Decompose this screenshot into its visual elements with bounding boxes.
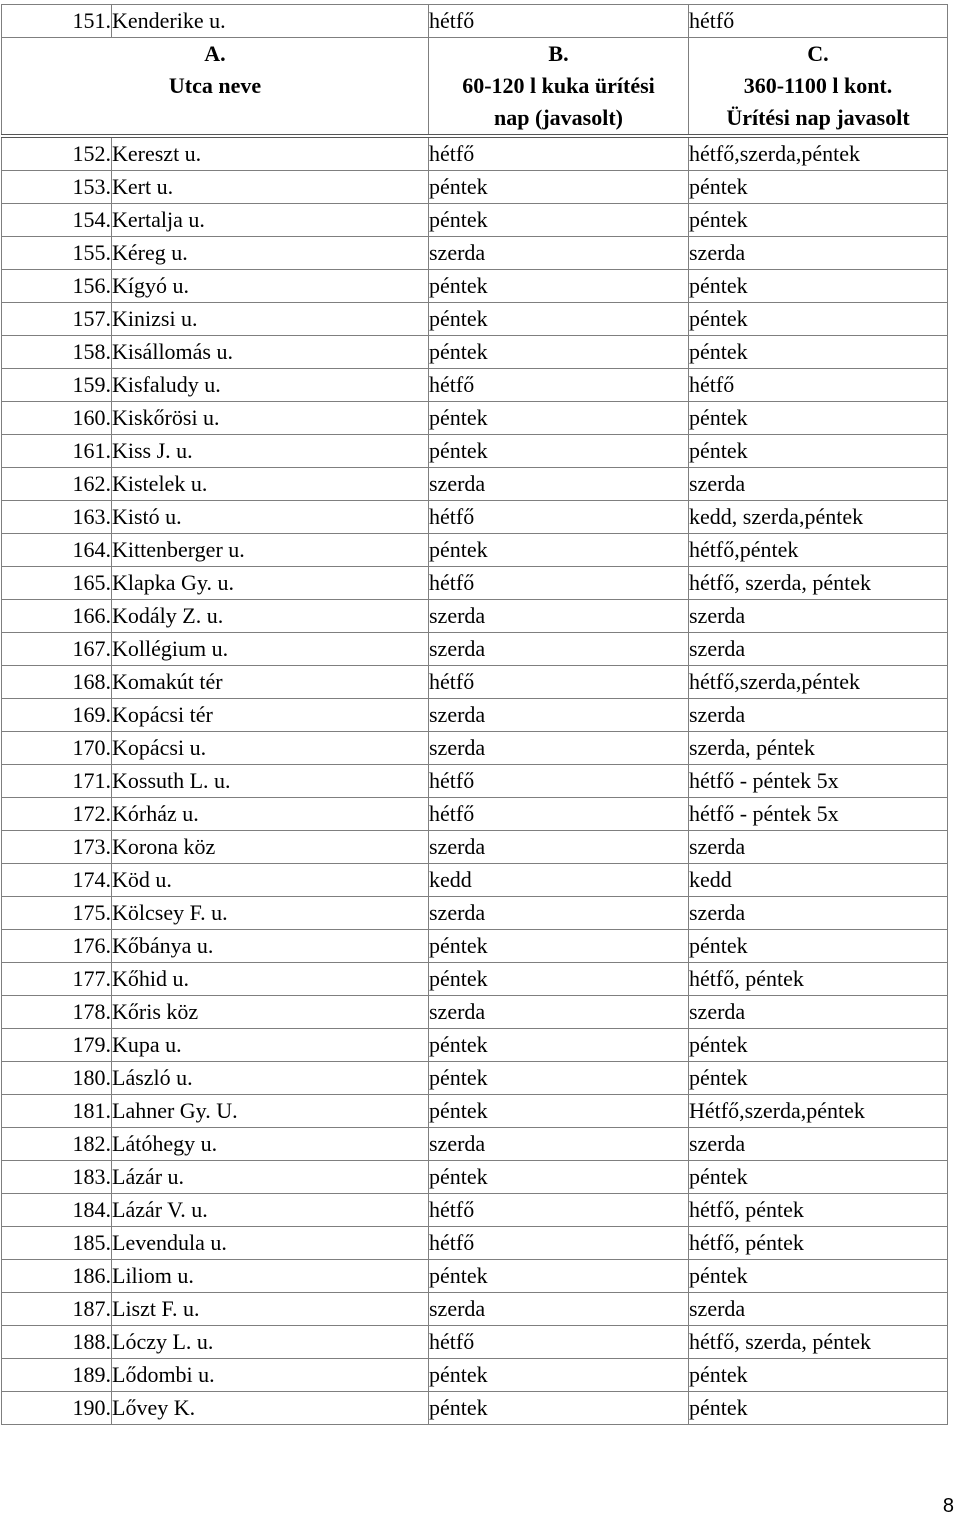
container-day: kedd, szerda,péntek (689, 501, 948, 534)
street-name: Lázár V. u. (112, 1194, 429, 1227)
column-header-a-letter: A. (204, 41, 226, 66)
street-name: Kölcsey F. u. (112, 897, 429, 930)
bin-day: szerda (429, 699, 689, 732)
street-name: Kopácsi u. (112, 732, 429, 765)
street-name: Kistó u. (112, 501, 429, 534)
table-row (2, 204, 948, 237)
street-name: Köd u. (112, 864, 429, 897)
row-number: 164. (2, 534, 112, 567)
table-row (2, 1392, 948, 1425)
table-row (2, 633, 948, 666)
street-name: Kőris köz (112, 996, 429, 1029)
container-day: szerda (689, 468, 948, 501)
row-number: 176. (2, 930, 112, 963)
table-row (2, 963, 948, 996)
street-name: Kodály Z. u. (112, 600, 429, 633)
table-row (2, 1194, 948, 1227)
bin-day: hétfő (429, 567, 689, 600)
street-name: Liliom u. (112, 1260, 429, 1293)
bin-day: péntek (429, 1359, 689, 1392)
street-name: Kistelek u. (112, 468, 429, 501)
bin-day: péntek (429, 1029, 689, 1062)
row-number: 167. (2, 633, 112, 666)
column-header-c-letter: C. (807, 41, 829, 66)
table-row (2, 699, 948, 732)
bin-day: szerda (429, 1293, 689, 1326)
row-number: 157. (2, 303, 112, 336)
street-name: Levendula u. (112, 1227, 429, 1260)
table-row (2, 600, 948, 633)
row-number: 175. (2, 897, 112, 930)
table-row (2, 765, 948, 798)
street-name: Lahner Gy. U. (112, 1095, 429, 1128)
table-row (2, 798, 948, 831)
table-row (2, 501, 948, 534)
row-number: 181. (2, 1095, 112, 1128)
container-day: hétfő - péntek 5x (689, 798, 948, 831)
header-row (2, 38, 948, 137)
container-day: hétfő,péntek (689, 534, 948, 567)
bin-day: hétfő (429, 369, 689, 402)
container-day: hétfő (689, 5, 948, 38)
container-day: szerda, péntek (689, 732, 948, 765)
container-day: péntek (689, 171, 948, 204)
row-number: 166. (2, 600, 112, 633)
table-row (2, 567, 948, 600)
container-day: kedd (689, 864, 948, 897)
row-number: 165. (2, 567, 112, 600)
container-day: szerda (689, 1293, 948, 1326)
row-number: 152. (2, 136, 112, 171)
container-day: szerda (689, 897, 948, 930)
table-row (2, 171, 948, 204)
bin-day: hétfő (429, 5, 689, 38)
table-row (2, 831, 948, 864)
row-number: 151. (2, 5, 112, 38)
container-day: péntek (689, 204, 948, 237)
container-day: szerda (689, 996, 948, 1029)
bin-day: péntek (429, 1260, 689, 1293)
row-number: 186. (2, 1260, 112, 1293)
street-name: Kígyó u. (112, 270, 429, 303)
bin-day: péntek (429, 1161, 689, 1194)
bin-day: szerda (429, 237, 689, 270)
column-header-c-subtitle: Ürítési nap javasolt (726, 105, 910, 130)
table-row (2, 1260, 948, 1293)
table-row (2, 930, 948, 963)
row-number: 163. (2, 501, 112, 534)
bin-day: hétfő (429, 765, 689, 798)
table-row (2, 1227, 948, 1260)
bin-day: péntek (429, 303, 689, 336)
table-row (2, 1326, 948, 1359)
table-row (2, 237, 948, 270)
street-name: Kiss J. u. (112, 435, 429, 468)
container-day: péntek (689, 435, 948, 468)
row-number: 172. (2, 798, 112, 831)
container-day: hétfő, péntek (689, 1227, 948, 1260)
row-number: 159. (2, 369, 112, 402)
bin-day: szerda (429, 468, 689, 501)
bin-day: péntek (429, 171, 689, 204)
row-number: 161. (2, 435, 112, 468)
table-row (2, 369, 948, 402)
street-name: Kenderike u. (112, 5, 429, 38)
table-row (2, 732, 948, 765)
column-header-b (429, 38, 689, 137)
bin-day: hétfő (429, 666, 689, 699)
container-day: péntek (689, 1359, 948, 1392)
street-name: Korona köz (112, 831, 429, 864)
table-row (2, 1161, 948, 1194)
container-day: péntek (689, 303, 948, 336)
container-day: péntek (689, 930, 948, 963)
street-name: Lődombi u. (112, 1359, 429, 1392)
bin-day: szerda (429, 996, 689, 1029)
container-day: péntek (689, 270, 948, 303)
bin-day: péntek (429, 270, 689, 303)
row-number: 190. (2, 1392, 112, 1425)
container-day: péntek (689, 402, 948, 435)
table-row (2, 1359, 948, 1392)
table-row (2, 897, 948, 930)
container-day: hétfő,szerda,péntek (689, 136, 948, 171)
street-name: Kinizsi u. (112, 303, 429, 336)
container-day: hétfő, szerda, péntek (689, 567, 948, 600)
table-row (2, 996, 948, 1029)
row-number: 173. (2, 831, 112, 864)
row-number: 155. (2, 237, 112, 270)
table-row (2, 1029, 948, 1062)
bin-day: hétfő (429, 1227, 689, 1260)
table-row (2, 435, 948, 468)
street-name: Komakút tér (112, 666, 429, 699)
column-header-a-title: Utca neve (168, 73, 262, 98)
row-number: 160. (2, 402, 112, 435)
street-name: Kőhid u. (112, 963, 429, 996)
container-day: szerda (689, 699, 948, 732)
bin-day: kedd (429, 864, 689, 897)
row-number: 171. (2, 765, 112, 798)
bin-day: szerda (429, 600, 689, 633)
container-day: péntek (689, 1161, 948, 1194)
container-day: hétfő - péntek 5x (689, 765, 948, 798)
column-header-c (689, 38, 948, 137)
table-row (2, 5, 948, 38)
container-day: szerda (689, 633, 948, 666)
column-header-a (2, 38, 429, 137)
bin-day: péntek (429, 1392, 689, 1425)
row-number: 187. (2, 1293, 112, 1326)
container-day: hétfő, péntek (689, 963, 948, 996)
container-day: péntek (689, 1392, 948, 1425)
container-day: hétfő (689, 369, 948, 402)
page-number: 8 (942, 1495, 954, 1517)
bin-day: péntek (429, 402, 689, 435)
street-name: Kert u. (112, 171, 429, 204)
street-name: Kiskőrösi u. (112, 402, 429, 435)
street-name: Liszt F. u. (112, 1293, 429, 1326)
column-header-b-title: 60-120 l kuka ürítési (462, 73, 655, 98)
container-day: szerda (689, 237, 948, 270)
street-name: Klapka Gy. u. (112, 567, 429, 600)
table-row (2, 1095, 948, 1128)
table-row (2, 1128, 948, 1161)
bin-day: szerda (429, 897, 689, 930)
bin-day: péntek (429, 204, 689, 237)
street-name: Kittenberger u. (112, 534, 429, 567)
column-header-b-subtitle: nap (javasolt) (494, 105, 623, 130)
row-number: 184. (2, 1194, 112, 1227)
table-row (2, 864, 948, 897)
row-number: 169. (2, 699, 112, 732)
bin-day: hétfő (429, 1326, 689, 1359)
row-number: 185. (2, 1227, 112, 1260)
table-row (2, 336, 948, 369)
row-number: 188. (2, 1326, 112, 1359)
bin-day: hétfő (429, 501, 689, 534)
street-name: Kossuth L. u. (112, 765, 429, 798)
table-row (2, 468, 948, 501)
container-day: szerda (689, 1128, 948, 1161)
street-name: Kőbánya u. (112, 930, 429, 963)
bin-day: péntek (429, 930, 689, 963)
column-header-b-letter: B. (548, 41, 569, 66)
bin-day: szerda (429, 732, 689, 765)
street-name: Kéreg u. (112, 237, 429, 270)
row-number: 158. (2, 336, 112, 369)
container-day: szerda (689, 600, 948, 633)
container-day: péntek (689, 336, 948, 369)
container-day: péntek (689, 1260, 948, 1293)
bin-day: hétfő (429, 1194, 689, 1227)
row-number: 177. (2, 963, 112, 996)
table-row (2, 534, 948, 567)
row-number: 182. (2, 1128, 112, 1161)
street-name: Kupa u. (112, 1029, 429, 1062)
container-day: hétfő,szerda,péntek (689, 666, 948, 699)
row-number: 156. (2, 270, 112, 303)
row-number: 170. (2, 732, 112, 765)
street-name: Látóhegy u. (112, 1128, 429, 1161)
row-number: 174. (2, 864, 112, 897)
container-day: hétfő, szerda, péntek (689, 1326, 948, 1359)
street-name: Lővey K. (112, 1392, 429, 1425)
street-name: László u. (112, 1062, 429, 1095)
row-number: 180. (2, 1062, 112, 1095)
row-number: 153. (2, 171, 112, 204)
street-name: Kertalja u. (112, 204, 429, 237)
row-number: 183. (2, 1161, 112, 1194)
schedule-table (1, 4, 948, 1425)
row-number: 178. (2, 996, 112, 1029)
bin-day: péntek (429, 963, 689, 996)
street-name: Kórház u. (112, 798, 429, 831)
container-day: péntek (689, 1062, 948, 1095)
street-name: Kisfaludy u. (112, 369, 429, 402)
street-name: Kopácsi tér (112, 699, 429, 732)
container-day: péntek (689, 1029, 948, 1062)
bin-day: hétfő (429, 136, 689, 171)
street-name: Lóczy L. u. (112, 1326, 429, 1359)
bin-day: péntek (429, 336, 689, 369)
bin-day: péntek (429, 1062, 689, 1095)
container-day: Hétfő,szerda,péntek (689, 1095, 948, 1128)
bin-day: péntek (429, 1095, 689, 1128)
street-name: Lázár u. (112, 1161, 429, 1194)
row-number: 168. (2, 666, 112, 699)
row-number: 189. (2, 1359, 112, 1392)
row-number: 162. (2, 468, 112, 501)
bin-day: hétfő (429, 798, 689, 831)
container-day: szerda (689, 831, 948, 864)
bin-day: szerda (429, 831, 689, 864)
container-day: hétfő, péntek (689, 1194, 948, 1227)
table-row (2, 270, 948, 303)
row-number: 179. (2, 1029, 112, 1062)
bin-day: szerda (429, 633, 689, 666)
street-name: Kisállomás u. (112, 336, 429, 369)
column-header-c-title: 360-1100 l kont. (743, 73, 893, 98)
bin-day: péntek (429, 435, 689, 468)
bin-day: szerda (429, 1128, 689, 1161)
street-name: Kereszt u. (112, 136, 429, 171)
table-row (2, 1293, 948, 1326)
table-row (2, 666, 948, 699)
bin-day: péntek (429, 534, 689, 567)
table-row (2, 1062, 948, 1095)
table-row (2, 303, 948, 336)
table-row (2, 402, 948, 435)
row-number: 154. (2, 204, 112, 237)
table-row (2, 136, 948, 171)
street-name: Kollégium u. (112, 633, 429, 666)
